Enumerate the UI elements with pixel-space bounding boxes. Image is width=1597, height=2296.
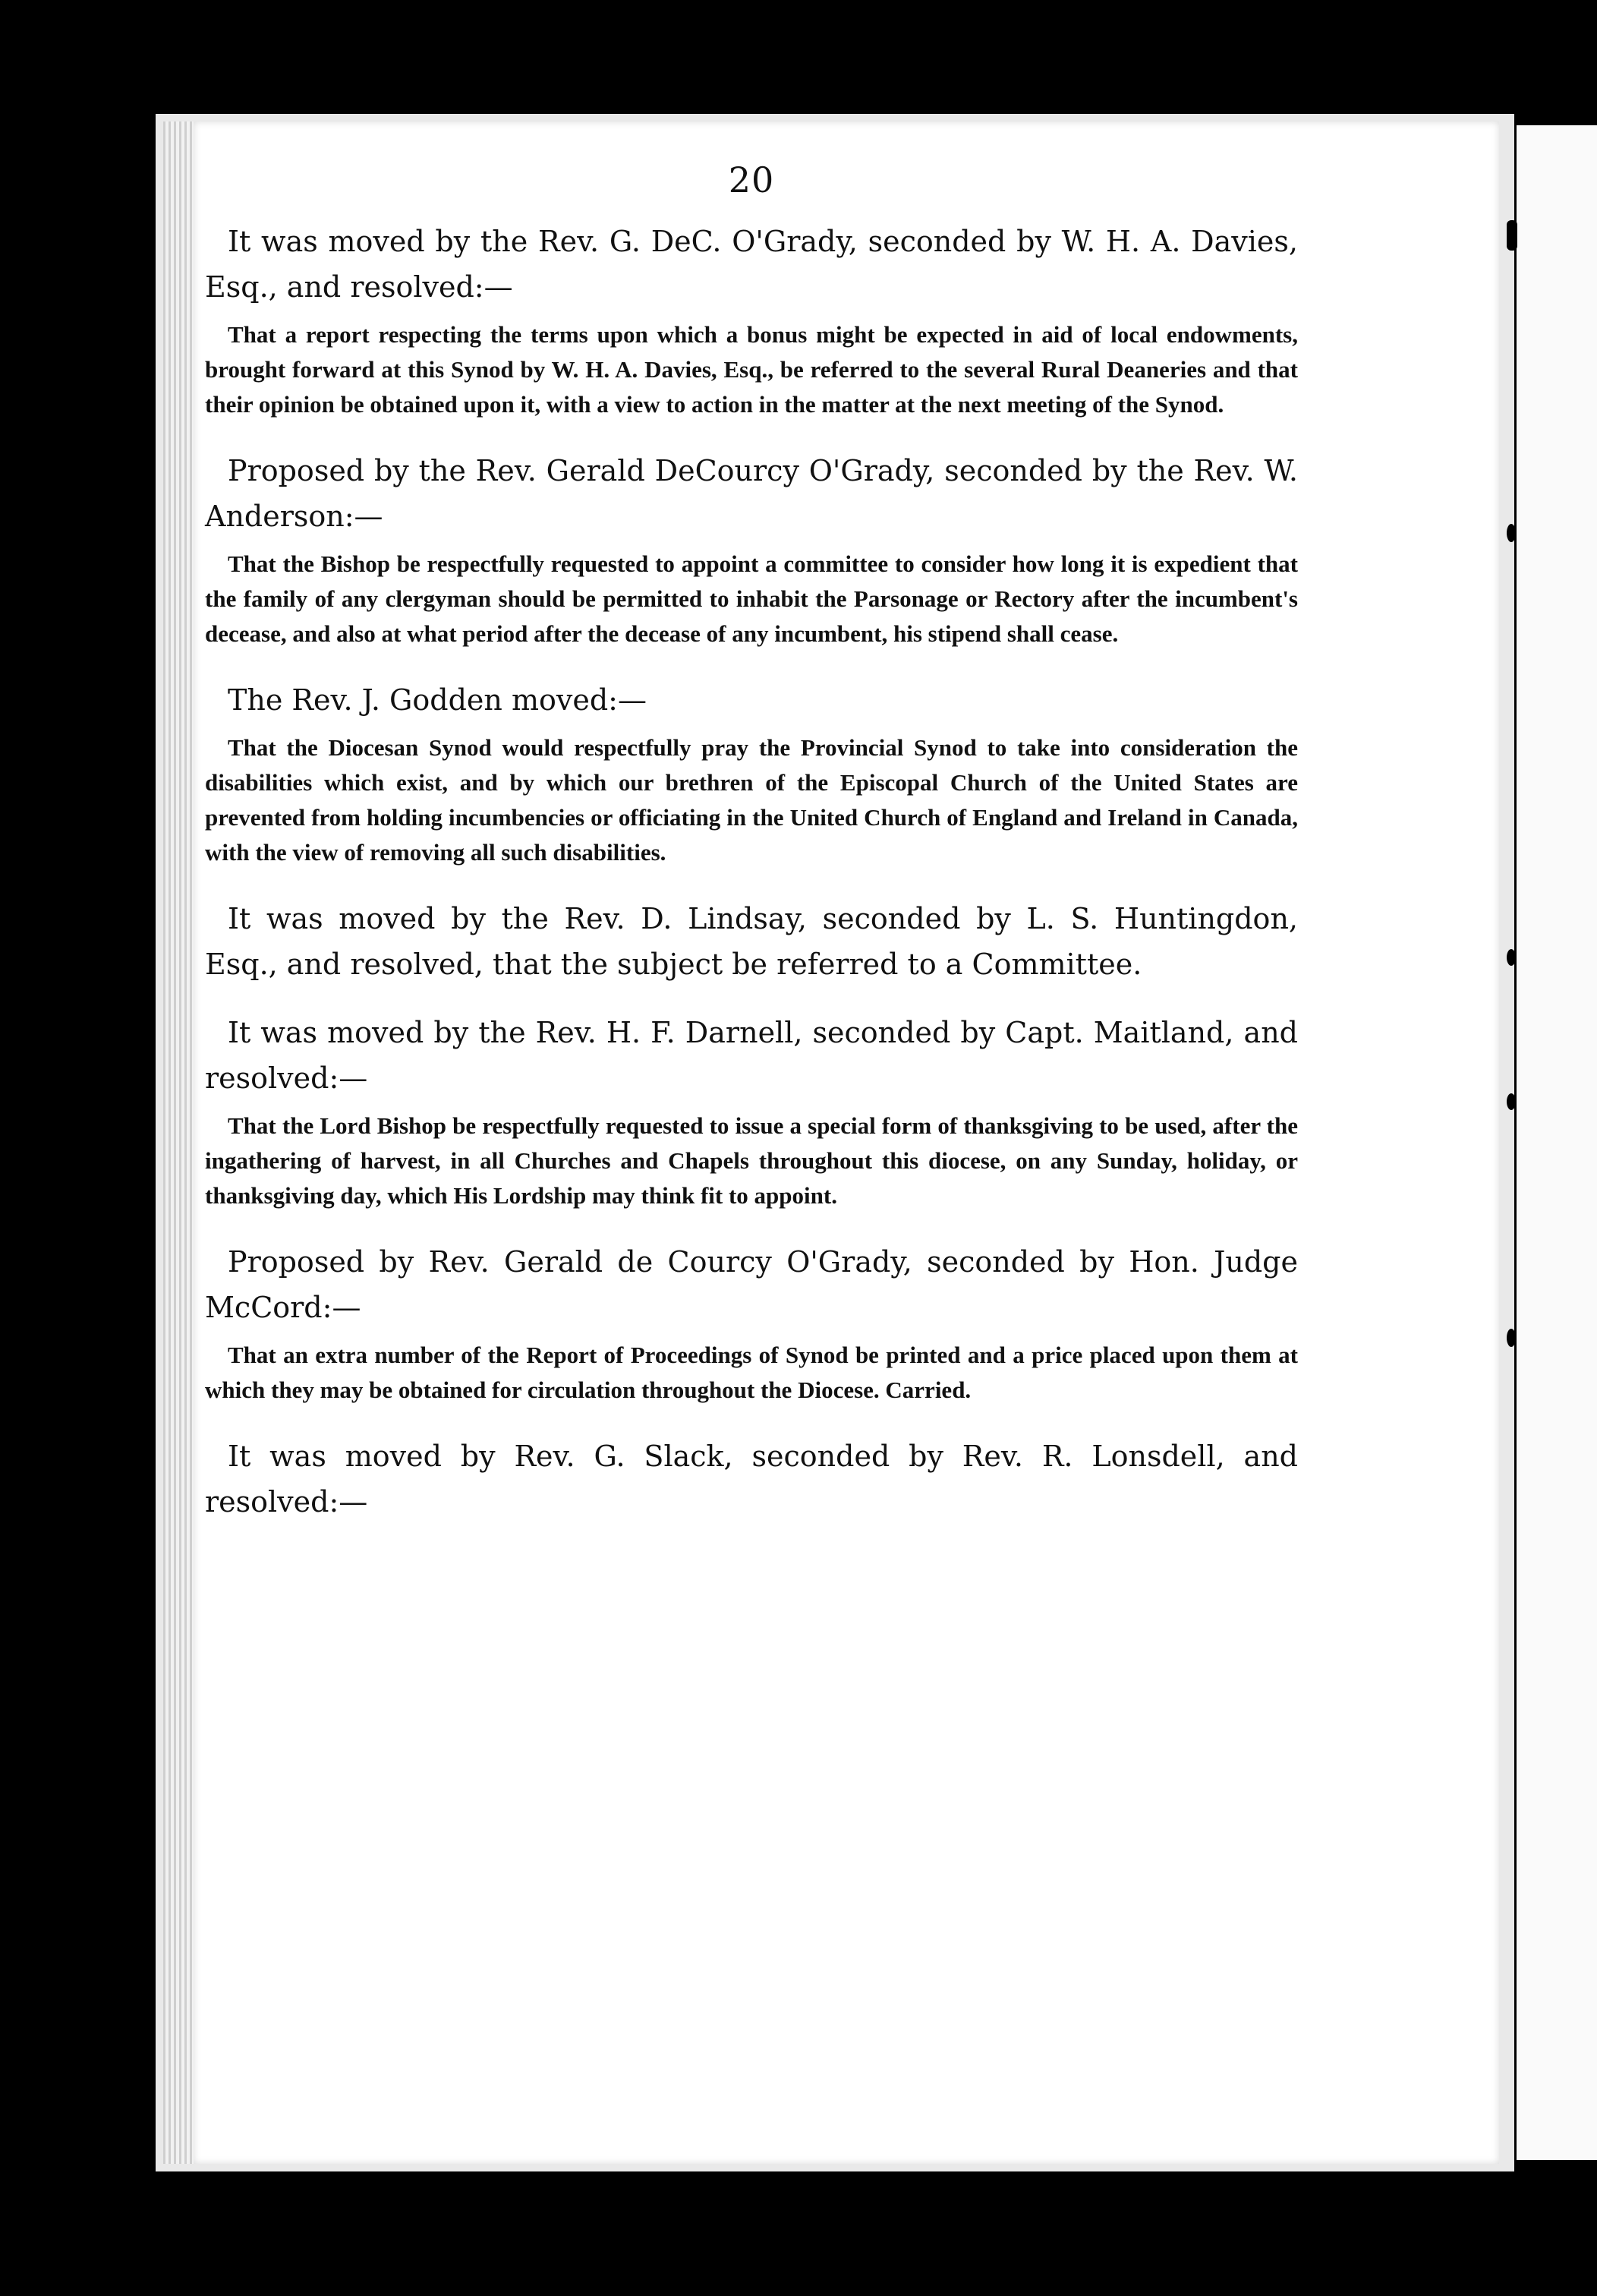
resolution-paragraph: That the Bishop be respectfully requested to appoint a committee to consider how long it is expedient that the family of any clergyman should be permitted to inhabit the Parsonage or Rectory after the incumbent's decease, and also at what period after the decease of any incumbent, his stipend shall cease. [205, 550, 1298, 647]
page-edges [163, 121, 194, 2164]
motion-paragraph: Proposed by Rev. Gerald de Courcy O'Grady, seconded by Hon. Judge McCord:— [205, 1245, 1298, 1324]
motion-paragraph: It was moved by the Rev. H. F. Darnell, seconded by Capt. Maitland, and resolved:— [205, 1016, 1298, 1095]
resolution-paragraph: That a report respecting the terms upon which a bonus might be expected in aid of local endowments, brought forward at this Synod by W. H. A. Davies, Esq., be referred to the several Rural Deaneries and that their opinion be obtained upon it, with a view to action in the matter at the next meeting of the Synod. [205, 321, 1298, 418]
resolution-paragraph: That the Diocesan Synod would respectfully pray the Provincial Synod to take into consideration the disabilities which exist, and by which our brethren of the Episcopal Church of the United States are prevented from holding incumbencies or officiating in the United Church of England and Ireland in Canada, with the view of removing all such disabilities. [205, 734, 1298, 866]
binding-mark [1507, 1093, 1516, 1110]
binding-mark [1507, 220, 1517, 251]
binding-mark [1507, 1329, 1516, 1347]
motion-paragraph: Proposed by the Rev. Gerald DeCourcy O'Grady, seconded by the Rev. W. Anderson:— [205, 454, 1298, 533]
motion-paragraph: It was moved by the Rev. G. DeC. O'Grady, seconded by W. H. A. Davies, Esq., and resolved:— [205, 225, 1298, 304]
page-number: 20 [728, 159, 775, 200]
motion-paragraph: It was moved by the Rev. D. Lindsay, seconded by L. S. Huntingdon, Esq., and resolved, that the subject be referred to a Committee. [205, 902, 1298, 981]
facing-page-edge [1517, 125, 1597, 2160]
resolution-paragraph: That the Lord Bishop be respectfully requested to issue a special form of thanksgiving to be used, after the ingathering of harvest, in all Churches and Chapels throughout this diocese, on any Sunday, holiday, or thanksgiving day, which His Lordship may think fit to appoint. [205, 1112, 1298, 1209]
page-content [205, 159, 1298, 1525]
binding-mark [1507, 524, 1516, 542]
binding-mark [1507, 949, 1516, 966]
motion-paragraph: It was moved by Rev. G. Slack, seconded by Rev. R. Lonsdell, and resolved:— [205, 1440, 1298, 1519]
resolution-paragraph: That an extra number of the Report of Proceedings of Synod be printed and a price placed upon them at which they may be obtained for circulation throughout the Diocese. Carried. [205, 1342, 1298, 1403]
motion-paragraph: The Rev. J. Godden moved:— [228, 683, 647, 717]
